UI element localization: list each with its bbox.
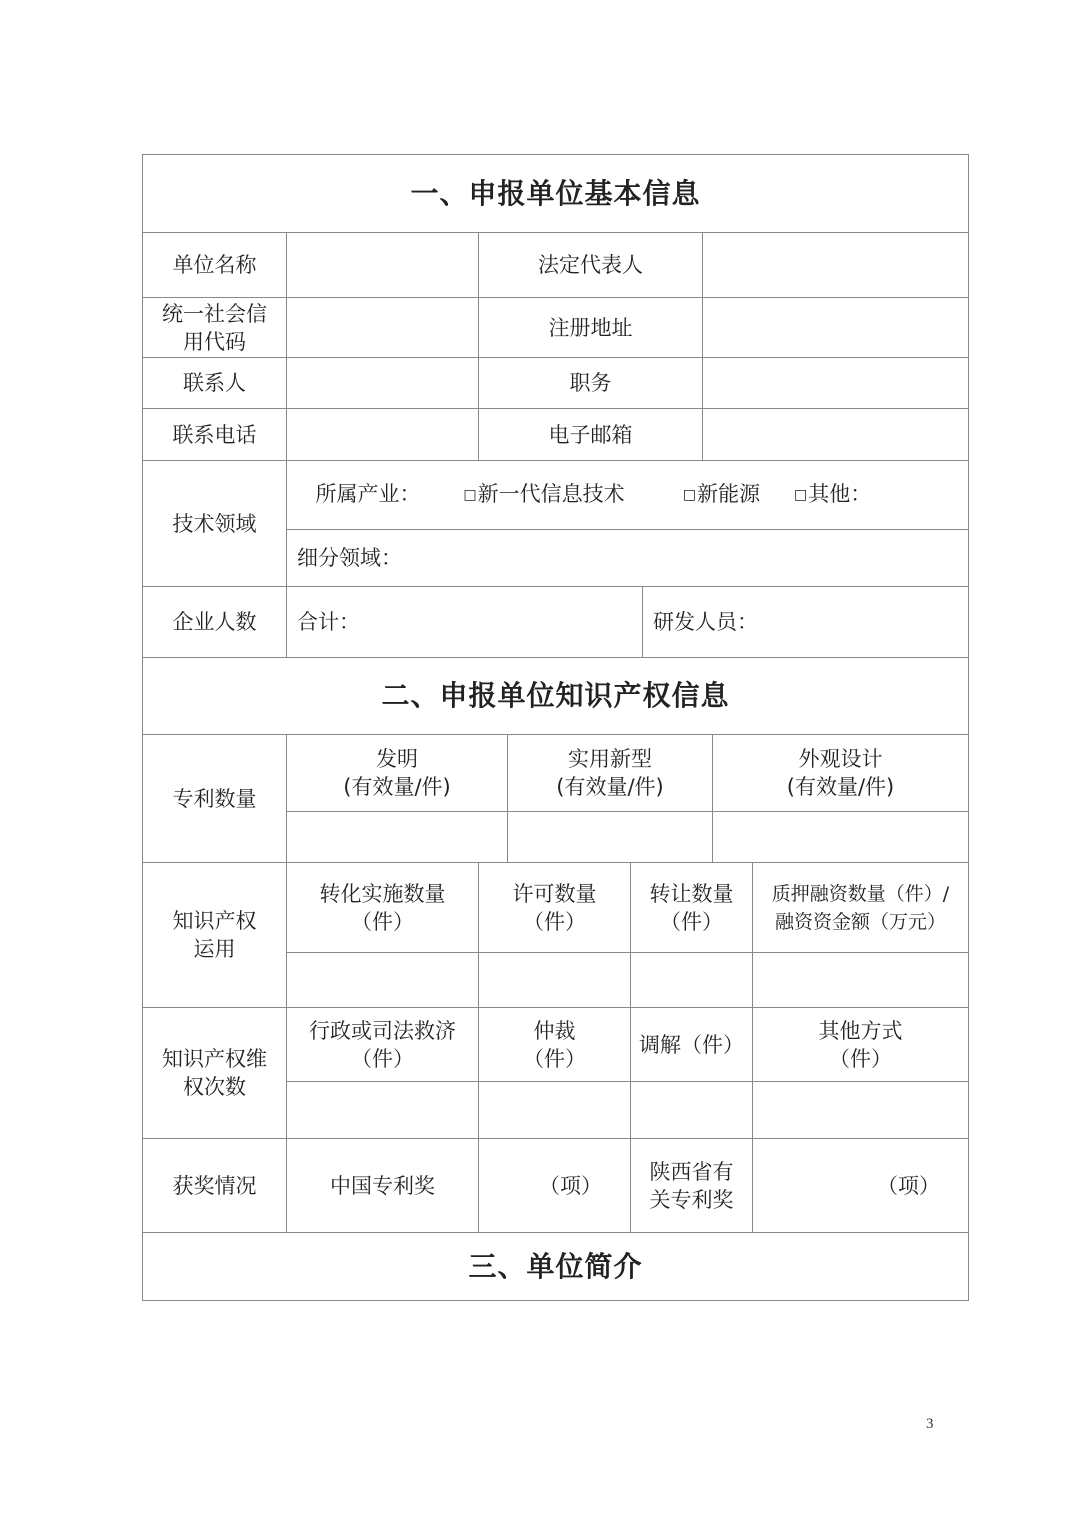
ip-rights-col-line1: 仲裁 — [533, 1018, 576, 1043]
option-new-energy-label: 新能源 — [697, 481, 761, 506]
reg-address-field[interactable] — [703, 298, 969, 358]
ip-use-col-line1: 转让数量 — [649, 881, 734, 906]
page-number: 3 — [926, 1416, 934, 1432]
tech-field-label: 技术领域 — [142, 461, 287, 587]
section-3-title: 三、单位简介 — [142, 1233, 969, 1301]
industry-row — [287, 461, 969, 530]
checkbox-icon[interactable]: □ — [794, 486, 808, 503]
ip-use-label-line1: 知识产权 — [172, 909, 257, 933]
ip-use-col-line1: 转化实施数量 — [319, 881, 446, 906]
ip-use-col-line2: 融资资金额（万元） — [774, 910, 946, 933]
legal-rep-label: 法定代表人 — [479, 233, 703, 298]
ip-use-col-line2: （件） — [523, 909, 586, 934]
credit-code-field[interactable] — [287, 298, 479, 358]
contact-label: 联系人 — [142, 358, 287, 409]
patent-col-line1: 外观设计 — [798, 747, 883, 771]
patent-col-line1: 发明 — [376, 747, 418, 771]
ip-use-col-transfer — [631, 863, 753, 953]
patent-design-field[interactable] — [713, 812, 969, 863]
ip-rights-col-arbitration — [479, 1008, 631, 1082]
ip-rights-label-line1: 知识产权维 — [162, 1047, 267, 1071]
ip-use-license-field[interactable] — [479, 953, 631, 1008]
awards-label: 获奖情况 — [142, 1139, 287, 1233]
checkbox-icon[interactable]: □ — [682, 486, 697, 503]
ip-rights-col-admin — [287, 1008, 479, 1082]
china-patent-award-field[interactable] — [479, 1139, 631, 1233]
option-new-energy[interactable] — [649, 480, 794, 511]
position-label: 职务 — [479, 358, 703, 409]
patent-col-line2: (有效量/件) — [556, 775, 664, 799]
shaanxi-award-line1: 陕西省有 — [649, 1159, 734, 1184]
reg-address-label: 注册地址 — [479, 298, 703, 358]
patent-col-line1: 实用新型 — [568, 747, 652, 771]
patent-col-design — [713, 735, 969, 812]
email-field[interactable] — [703, 409, 969, 461]
shaanxi-award-line2: 关专利奖 — [649, 1187, 734, 1212]
option-other-label: 其他： — [808, 481, 872, 506]
ip-rights-mediation-field[interactable] — [631, 1082, 753, 1139]
contact-field[interactable] — [287, 358, 479, 409]
option-new-it-label: 新一代信息技术 — [477, 481, 625, 506]
section-2-title: 二、申报单位知识产权信息 — [142, 658, 969, 735]
patent-count-label: 专利数量 — [142, 735, 287, 863]
ip-use-col-line2: （件） — [351, 909, 414, 934]
patent-utility-field[interactable] — [508, 812, 713, 863]
option-other[interactable] — [794, 480, 871, 511]
ip-use-pledge-field[interactable] — [753, 953, 969, 1008]
headcount-label: 企业人数 — [142, 587, 287, 658]
application-form-table — [142, 154, 969, 1301]
award-unit: （项） — [539, 1173, 602, 1198]
ip-use-col-conversion — [287, 863, 479, 953]
ip-rights-col-line1: 调解（件） — [639, 1032, 744, 1057]
credit-code-label-line1: 统一社会信 — [162, 301, 267, 326]
phone-field[interactable] — [287, 409, 479, 461]
ip-use-col-line2: （件） — [660, 909, 723, 934]
total-field[interactable] — [287, 587, 643, 658]
ip-use-transfer-field[interactable] — [631, 953, 753, 1008]
unit-name-label: 单位名称 — [142, 233, 287, 298]
ip-rights-col-line1: 行政或司法救济 — [309, 1018, 456, 1043]
ip-use-col-pledge — [753, 863, 969, 953]
ip-rights-col-line2: （件） — [351, 1046, 414, 1071]
ip-rights-label-line2: 权次数 — [183, 1075, 246, 1099]
total-label: 合计： — [297, 610, 360, 634]
ip-rights-col-line2: （件） — [829, 1046, 892, 1071]
checkbox-icon[interactable]: □ — [463, 486, 477, 503]
patent-invention-field[interactable] — [287, 812, 508, 863]
section-1-title: 一、申报单位基本信息 — [142, 154, 969, 233]
option-new-it[interactable] — [439, 480, 649, 511]
ip-rights-other-field[interactable] — [753, 1082, 969, 1139]
ip-use-col-line1: 质押融资数量（件）/ — [771, 882, 950, 905]
ip-use-label-line2: 运用 — [193, 937, 236, 961]
ip-use-col-line1: 许可数量 — [512, 881, 597, 906]
patent-col-utility — [508, 735, 713, 812]
ip-rights-col-other — [753, 1008, 969, 1082]
email-label: 电子邮箱 — [479, 409, 703, 461]
ip-use-label — [142, 863, 287, 1008]
ip-use-col-license — [479, 863, 631, 953]
rd-staff-field[interactable] — [643, 587, 969, 658]
shaanxi-award-field[interactable] — [753, 1139, 969, 1233]
credit-code-label-line2: 用代码 — [183, 329, 246, 354]
patent-col-line2: (有效量/件) — [786, 775, 895, 799]
position-field[interactable] — [703, 358, 969, 409]
patent-col-invention — [287, 735, 508, 812]
credit-code-label — [142, 298, 287, 358]
ip-use-conversion-field[interactable] — [287, 953, 479, 1008]
rd-staff-label: 研发人员： — [653, 610, 758, 634]
ip-rights-col-mediation — [631, 1008, 753, 1082]
unit-name-field[interactable] — [287, 233, 479, 298]
phone-label: 联系电话 — [142, 409, 287, 461]
ip-rights-arbitration-field[interactable] — [479, 1082, 631, 1139]
china-patent-award-label: 中国专利奖 — [287, 1139, 479, 1233]
subfield-label: 细分领域： — [297, 546, 402, 570]
patent-col-line2: (有效量/件) — [343, 775, 451, 799]
award-unit: （项） — [877, 1173, 940, 1198]
industry-label: 所属产业： — [315, 481, 421, 506]
ip-rights-col-line1: 其他方式 — [818, 1018, 903, 1043]
shaanxi-award-label — [631, 1139, 753, 1233]
ip-rights-label — [142, 1008, 287, 1139]
ip-rights-col-line2: （件） — [523, 1046, 586, 1071]
subfield-row[interactable] — [287, 530, 969, 587]
legal-rep-field[interactable] — [703, 233, 969, 298]
ip-rights-admin-field[interactable] — [287, 1082, 479, 1139]
